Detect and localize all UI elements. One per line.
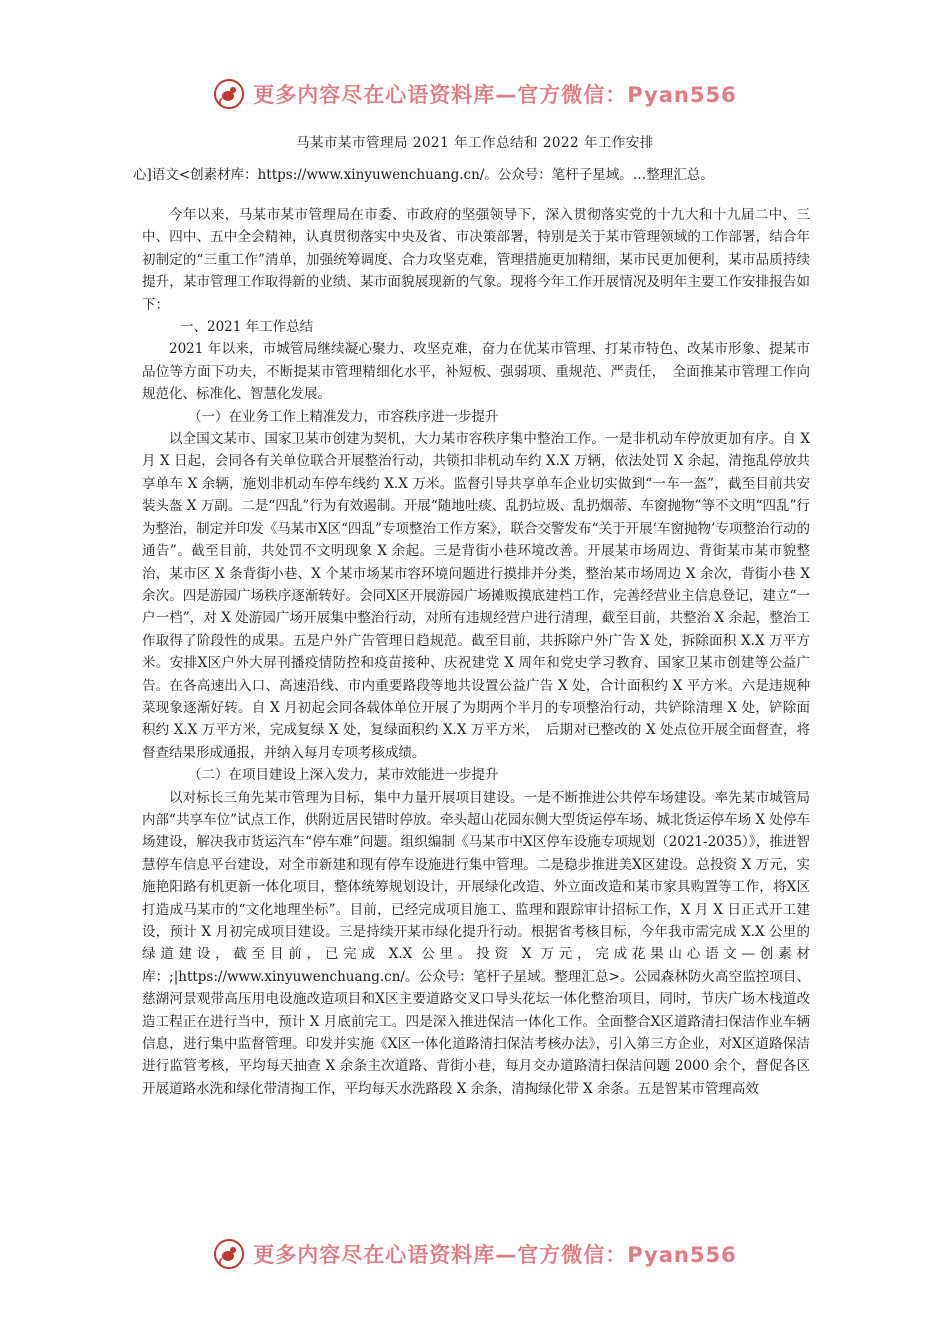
paragraph: 以全国文某市、国家卫某市创建为契机，大力某市容秩序集中整治工作。一是非机动车停放更加有序。自 X 月 X 日起，会同各有关单位联合开展整治行动，共锁扣非机动车约 X.X 万辆，依法处罚 X 余起，清拖乱停放共享单车 X 余辆，施划非机动车停车线约 X.X 万米。监督引导共享单车企业切实做到“一车一盔”，截至目前共安装头盔 X 万副。二是“四乱”行为有效遏制。开展“随地吐痰、乱扔垃圾、乱扔烟蒂、车窗抛物”等不文明“四乱”行为整治，制定并印发《马某市X区“四乱”专项整治工作方案》，联合交警发布“关于开展‘车窗抛物’专项整治行动的通告”。截至目前，共处罚不文明现象 X 余起。三是背街小巷环境改善。开展某市场周边、背街某市某市貌整治，某市区 X 条背街小巷、X 个某市场某市容环境问题进行摸排并分类，整治某市场周边 X 余次，背街小巷 X 余次。四是游园广场秩序逐渐转好。会同X区开展游园广场摊贩摸底建档工作，完善经营业主信息登记，建立“一户一档”，对 X 处游园广场开展集中整治行动，对所有违规经营户进行清理，截至目前，共整治 X 余起，整治工作取得了阶段性的成果。五是户外广告管理日趋规范。截至目前，共拆除户外广告 X 处，拆除面积 X.X 万平方米。安排X区户外大屏刊播疫情防控和疫苗接种、庆祝建党 X 周年和党史学习教育、国家卫某市创建等公益广告。在各高速出入口、高速沿线、市内重要路段等地共设置公益广告 X 处，合计面积约 X 平方米。六是违规种菜现象逐渐好转。自 X 月初起会同各载体单位开展了为期两个半月的专项整治行动，共铲除清理 X 处，铲除面积约 X.X 万平方米，完成复绿 X 处，复绿面积约 X.X 万平方米， 后期对已整改的 X 处点位开展全面督查，将督查结果形成通报，并纳入每月专项考核成绩。 (142, 431, 810, 761)
watermark-text: 更多内容尽在心语资料库—官方微信：Pyan556 (253, 1243, 737, 1267)
mouse-logo-icon (213, 1238, 245, 1270)
footer-watermark-banner (0, 1232, 950, 1276)
section-heading: 一、2021 年工作总结 (180, 319, 314, 336)
document-body (142, 204, 810, 1100)
mouse-logo-icon (213, 78, 245, 110)
subsection-heading: （二）在项目建设上深入发力，某市效能进一步提升 (188, 767, 499, 784)
watermark-text: 更多内容尽在心语资料库—官方微信：Pyan556 (253, 83, 737, 107)
source-note: 心]语文<创素材库：https://www.xinyuwenchuang.cn/。公众号：笔杆子星域。…整理汇总。 (133, 167, 714, 183)
subsection-heading: （一）在业务工作上精准发力，市容秩序进一步提升 (188, 408, 499, 425)
document-title: 马某市某市管理局 2021 年工作总结和 2022 年工作安排 (296, 135, 654, 151)
header-watermark-banner (0, 72, 950, 116)
paragraph: 2021 年以来，市城管局继续凝心聚力、攻坚克难，奋力在优某市管理、打某市特色、改某市形象、提某市品位等方面下功夫，不断提某市管理精细化水平，补短板、强弱项、重规范、严责任， 全面推某市管理工作向规范化、标准化、智慧化发展。 (142, 341, 810, 403)
paragraph: 今年以来，马某市某市管理局在市委、市政府的坚强领导下，深入贯彻落实党的十九大和十九届二中、三中、四中、五中全会精神，认真贯彻落实中央及省、市决策部署，特别是关于某市管理领域的工作部署，结合年初制定的“三重工作”清单，加强统筹调度、合力攻坚克难，管理措施更加精细，某市民更加便利，某市品质持续提升，某市管理工作取得新的业绩、某市面貌展现新的气象。现将今年工作开展情况及明年主要工作安排报告如下： (142, 207, 810, 313)
paragraph: 以对标长三角先某市管理为目标，集中力量开展项目建设。一是不断推进公共停车场建设。率先某市城管局内部“共享车位”试点工作，供附近居民错时停放。牵头超山花园东侧大型货运停车场、城北货运停车场 X 处停车场建设，解决我市货运汽车“停车难”问题。组织编制《马某市中X区停车设施专项规划（2021-2035）》，推进智慧停车信息平台建设，对全市新建和现有停车设施进行集中管理。二是稳步推进美X区建设。总投资 X 万元，实施艳阳路有机更新一体化项目，整体统筹规划设计，开展绿化改造、外立面改造和某市家具购置等工作，将X区打造成马某市的“文化地理坐标”。目前，已经完成项目施工、监理和跟踪审计招标工作，X 月 X 日正式开工建设，预计 X 月初完成项目建设。三是持续开某市绿化提升行动。根据省考核目标，今年我市需完成 X.X 公里的绿道建设，截至目前，已完成 X.X 公里。投资 X 万元，完成花果山心语文—创素材库：;|https://www.xinyuwenchuang.cn/。公众号：笔杆子星域。整理汇总>。公园森林防火高空监控项目、慈湖河景观带高压用电设施改造项目和X区主要道路交叉口导头花坛一体化整治项目，同时，节庆广场木栈道改造工程正在进行当中，预计 X 月底前完工。四是深入推进保洁一体化工作。全面整合X区道路清扫保洁作业车辆信息，进行集中监督管理。印发并实施《X区一体化道路清扫保洁考核办法》，引入第三方企业，对X区道路保洁进行监管考核，平均每天抽查 X 余条主次道路、背街小巷，每月交办道路清扫保洁问题 2000 余个，督促各区开展道路水洗和绿化带清掏工作，平均每天水洗路段 X 余条，清掏绿化带 X 余条。五是智某市管理高效 (142, 789, 810, 1097)
